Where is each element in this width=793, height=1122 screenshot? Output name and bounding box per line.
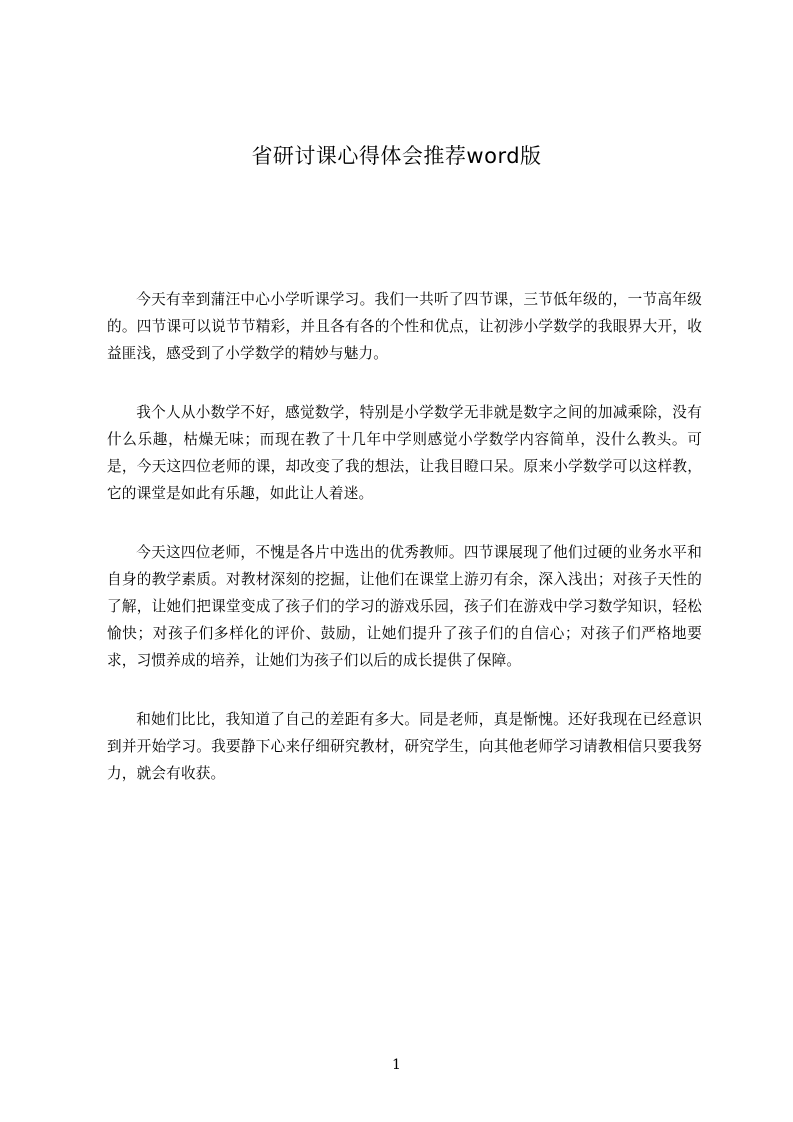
paragraph-1: 今天有幸到蒲汪中心小学听课学习。我们一共听了四节课，三节低年级的，一节高年级的。四节课可以说节节精彩，并且各有各的个性和优点，让初涉小学数学的我眼界大开，收益匪浅，感受到了小学数学的精妙与魅力。	[107, 291, 702, 362]
page-number: 1	[392, 1057, 401, 1073]
paragraph-2: 我个人从小数学不好，感觉数学，特别是小学数学无非就是数字之间的加减乘除，没有什么乐趣，枯燥无味；而现在教了十几年中学则感觉小学数学内容简单，没什么教头。可是，今天这四位老师的课，却改变了我的想法，让我目瞪口呆。原来小学数学可以这样教，它的课堂是如此有乐趣，如此让人着迷。	[107, 404, 702, 502]
paragraph-4: 和她们比比，我知道了自己的差距有多大。同是老师，真是惭愧。还好我现在已经意识到并开始学习。我要静下心来仔细研究教材，研究学生，向其他老师学习请教相信只要我努力，就会有收获。	[107, 711, 702, 782]
document-body	[107, 286, 702, 819]
paragraph-3: 今天这四位老师，不愧是各片中选出的优秀教师。四节课展现了他们过硬的业务水平和自身的教学素质。对教材深刻的挖掘，让他们在课堂上游刃有余，深入浅出；对孩子天性的了解，让她们把课堂变成了孩子们的学习的游戏乐园，孩子们在游戏中学习数学知识，轻松愉快；对孩子们多样化的评价、鼓励，让她们提升了孩子们的自信心；对孩子们严格地要求，习惯养成的培养，让她们为孩子们以后的成长提供了保障。	[107, 544, 702, 669]
document-title: 省研讨课心得体会推荐word版	[251, 144, 542, 168]
